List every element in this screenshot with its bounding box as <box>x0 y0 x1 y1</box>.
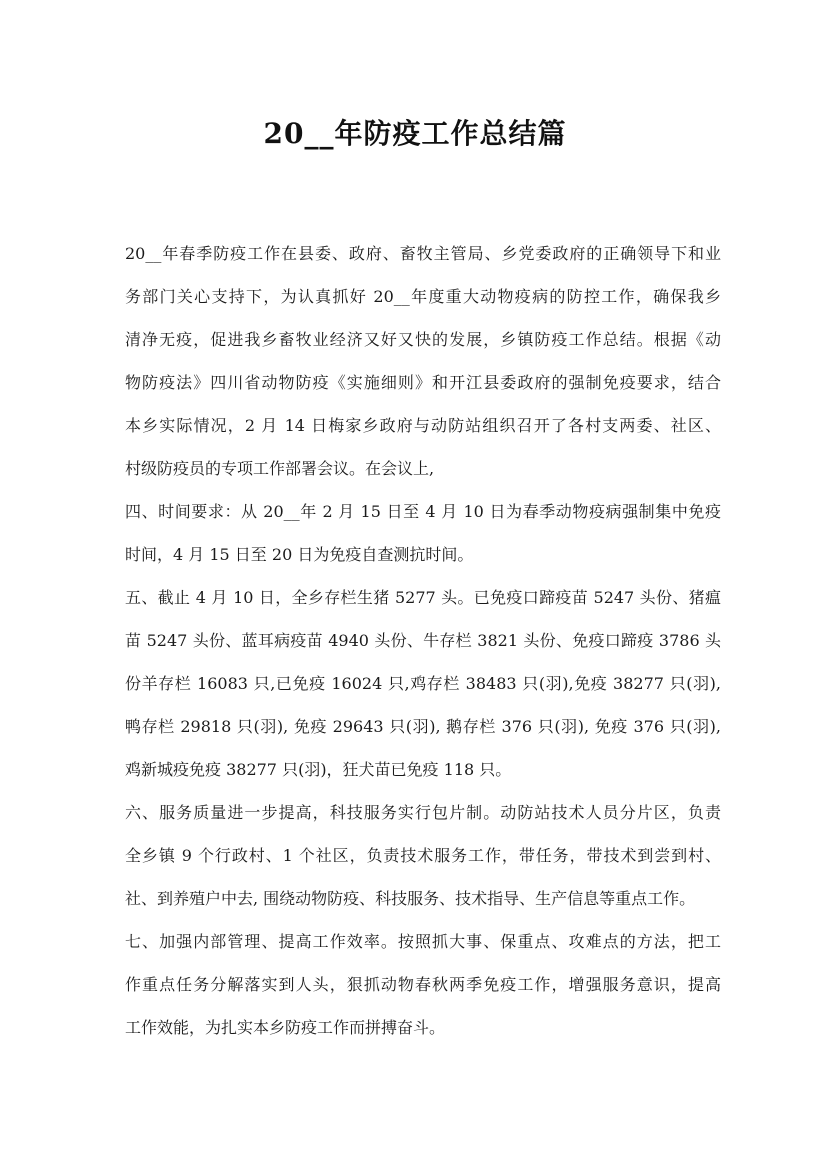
paragraph <box>125 490 721 576</box>
document-title: 20__年防疫工作总结篇 <box>263 117 567 150</box>
paragraph-line: 鸭存栏 29818 只(羽), 免疫 29643 只(羽), 鹅存栏 376 只(羽), 免疫 376 只(羽), <box>125 717 721 736</box>
paragraph-line: 鸡新城疫免疫 38277 只(羽)，狂犬苗已免疫 118 只。 <box>125 760 512 779</box>
paragraph-line: 份羊存栏 16083 只,已免疫 16024 只,鸡存栏 38483 只(羽),免疫 38277 只(羽), <box>125 674 721 693</box>
document-body <box>125 232 721 1049</box>
paragraph-line: 物防疫法》四川省动物防疫《实施细则》和开江县委政府的强制免疫要求，结合 <box>125 373 721 392</box>
paragraph-line: 七、加强内部管理、提高工作效率。按照抓大事、保重点、攻难点的方法，把工 <box>125 932 721 951</box>
paragraph-line: 五、截止 4 月 10 日，全乡存栏生猪 5277 头。已免疫口蹄疫苗 5247 头份、猪瘟 <box>125 588 721 607</box>
paragraph-line: 苗 5247 头份、蓝耳病疫苗 4940 头份、牛存栏 3821 头份、免疫口蹄疫 3786 头 <box>125 631 721 650</box>
paragraph-line: 作重点任务分解落实到人头，狠抓动物春秋两季免疫工作，增强服务意识，提高 <box>125 975 721 994</box>
paragraph-line: 清净无疫，促进我乡畜牧业经济又好又快的发展，乡镇防疫工作总结。根据《动 <box>125 330 721 349</box>
paragraph <box>125 791 721 920</box>
paragraph <box>125 576 721 791</box>
paragraph-line: 社、到养殖户中去, 围绕动物防疫、科技服务、技术指导、生产信息等重点工作。 <box>125 889 696 908</box>
paragraph <box>125 920 721 1049</box>
paragraph-line: 务部门关心支持下，为认真抓好 20__年度重大动物疫病的防控工作，确保我乡 <box>125 287 721 306</box>
paragraph-line: 时间，4 月 15 日至 20 日为免疫自查测抗时间。 <box>125 545 474 564</box>
paragraph-line: 六、服务质量进一步提高，科技服务实行包片制。动防站技术人员分片区，负责 <box>125 803 721 822</box>
paragraph-line: 本乡实际情况，2 月 14 日梅家乡政府与动防站组织召开了各村支两委、社区、 <box>125 416 721 435</box>
paragraph-line: 20__年春季防疫工作在县委、政府、畜牧主管局、乡党委政府的正确领导下和业 <box>125 244 721 263</box>
paragraph-line: 四、时间要求：从 20__年 2 月 15 日至 4 月 10 日为春季动物疫病强制集中免疫 <box>125 502 721 521</box>
paragraph-line: 全乡镇 9 个行政村、1 个社区，负责技术服务工作，带任务，带技术到尝到村、 <box>125 846 721 865</box>
paragraph-line: 村级防疫员的专项工作部署会议。在会议上, <box>125 459 435 478</box>
paragraph <box>125 232 721 490</box>
paragraph-line: 工作效能，为扎实本乡防疫工作而拼搏奋斗。 <box>125 1018 446 1037</box>
